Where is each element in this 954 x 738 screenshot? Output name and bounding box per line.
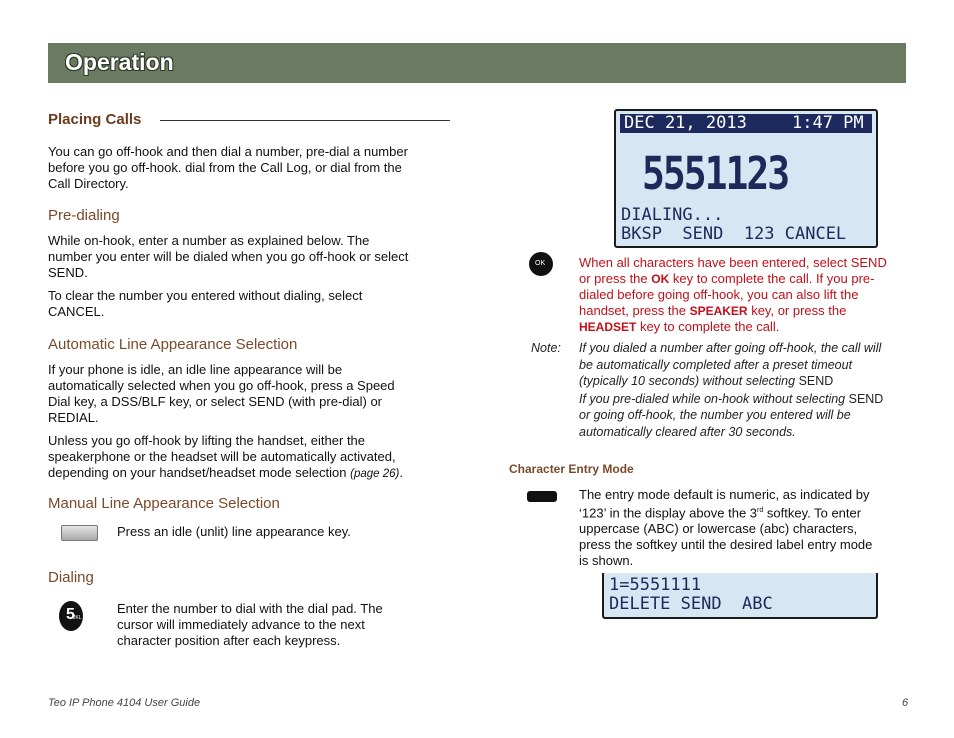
footer-page-number: 6 [902,697,909,709]
ok-key-icon: OK [529,252,553,276]
placing-calls-paragraph: You can go off-hook and then dial a number, pre-dial a number before you go off-hook. dial from the Call Log, or dial from the Call Directory. [48,144,408,191]
note-label: Note: [531,341,561,355]
lcd-time: 1:47 PM [792,113,864,133]
line-appearance-key-icon [61,525,98,541]
auto-line-paragraph-1: If your phone is idle, an idle line appearance will be automatically selected when you go off-hook, press a Speed Dial key, a DSS/BLF key, or select SEND (with pre-dial) or REDIAL. [48,362,395,425]
softkey-icon [527,491,557,502]
lcd-dialing-status: DIALING... [621,205,724,225]
lcd-display-dialing [614,109,878,248]
heading-manual-line-appearance: Manual Line Appearance Selection [48,495,280,512]
dialpad-5-key-icon: 5 JKL [59,601,83,631]
note-text: If you dialed a number after going off-hook, the call will be automatically completed after a preset timeout (typically 10 seconds) without selecting SEND If you pre-dialed while on-hook without selecting SEND or going off-hook, the number you entered will be automatically cleared after 30 seconds. [579,341,884,439]
auto-line-paragraph-2: Unless you go off-hook by lifting the handset, either the speakerphone or the headset will be automatically activated, depending on your handset/headset mode selection (page 26). [48,433,403,480]
lcd-entry-line: 1=5551111 [609,575,702,595]
send-instruction-paragraph: When all characters have been entered, select SEND or press the OK key to complete the call. If you pre- dialed before going off-hook, you can also lift the handset, press the SPEAKER key, or press the HEADSET key to complete the call. [579,255,887,334]
dialing-paragraph: Enter the number to dial with the dial pad. The cursor will immediately advance to the next character position after each keypress. [117,601,383,648]
page-reference-link[interactable]: (page 26) [350,468,400,480]
lcd-date: DEC 21, 2013 [624,113,747,133]
heading-automatic-line-appearance: Automatic Line Appearance Selection [48,336,298,353]
lcd-status-bar [620,114,872,133]
heading-character-entry-mode: Character Entry Mode [509,462,634,476]
lcd-dialed-number: 5551123 [642,147,789,200]
header-banner [48,43,906,83]
lcd-display-entry-mode [602,573,878,619]
footer-guide-title: Teo IP Phone 4104 User Guide [48,697,201,709]
heading-rule [160,120,450,121]
page-title: Operation [65,49,174,75]
pre-dialing-paragraph-2: To clear the number you entered without dialing, select CANCEL. [48,288,363,319]
heading-placing-calls: Placing Calls [48,111,142,128]
manual-line-text: Press an idle (unlit) line appearance key. [117,524,351,539]
lcd-entry-softkeys: DELETE SEND ABC [609,594,773,614]
heading-pre-dialing: Pre-dialing [48,207,120,224]
lcd-softkey-labels: BKSP SEND 123 CANCEL [621,224,847,244]
pre-dialing-paragraph-1: While on-hook, enter a number as explained below. The number you enter will be dialed when you go off-hook or select SEND. [48,233,409,280]
character-entry-paragraph: The entry mode default is numeric, as indicated by ‘123’ in the display above the 3rd softkey. To enter uppercase (ABC) or lowercase (abc) characters, press the softkey until the desired label entry mode is shown. [579,487,873,569]
heading-dialing: Dialing [48,569,94,586]
